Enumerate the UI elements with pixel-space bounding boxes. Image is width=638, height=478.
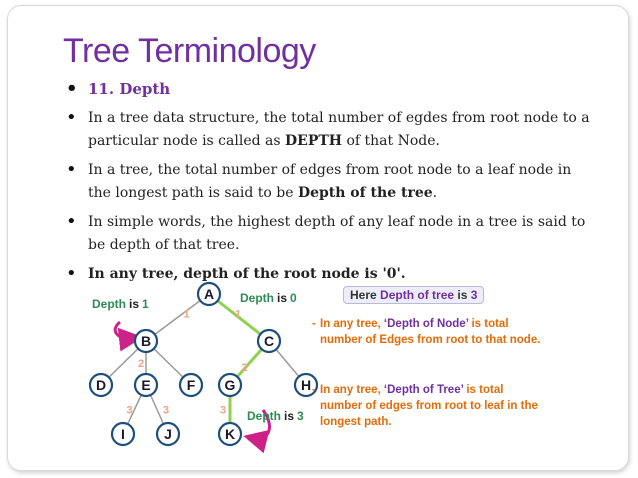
tree-node-e <box>135 374 157 396</box>
definition-post: is total number of edges from root to leaf in the longest path. <box>320 384 538 428</box>
definition-term: ‘Depth of Node’ <box>383 318 469 330</box>
tree-node-f <box>180 374 202 396</box>
edge-count-label: 1 <box>235 308 242 321</box>
depth-label-1: Depth is 1 <box>92 297 149 311</box>
bullet-dot-icon: • <box>66 107 77 128</box>
node-label: J <box>164 426 172 442</box>
bullet-bold: Depth of the tree <box>297 185 433 201</box>
node-label: H <box>300 377 312 393</box>
tree-figure <box>80 278 550 458</box>
bullet-text: In simple words, the highest depth of any leaf node in a tree is said to be depth of that tree. <box>88 214 586 253</box>
edge-count-label: 3 <box>163 404 170 417</box>
bullet-dot-icon: • <box>66 263 77 284</box>
node-label: C <box>263 333 275 349</box>
edge-count-label: 2 <box>241 362 248 374</box>
edge-count-label: 3 <box>220 404 227 417</box>
node-label: B <box>140 333 152 349</box>
tree-depth-note <box>343 286 484 304</box>
node-label: D <box>95 377 107 393</box>
tree-node-d <box>90 374 112 396</box>
note-highlight: Depth of tree <box>380 288 455 302</box>
definition-depth-of-node <box>312 316 545 348</box>
tree-node-i <box>112 423 134 445</box>
bullet-item <box>66 211 596 257</box>
edge-count-label: 2 <box>138 358 145 370</box>
bullet-text: In any tree, depth of the root node is '0'. <box>88 266 406 282</box>
tree-node-b <box>135 330 157 352</box>
definition-term: ‘Depth of Tree’ <box>383 384 464 396</box>
bullet-list <box>66 78 596 284</box>
bullet-dot-icon: • <box>66 159 77 180</box>
tree-node-a <box>198 283 220 305</box>
bullet-dot-icon: • <box>66 78 78 99</box>
bullet-text: In a tree, the total number of edges from root node to a leaf node in the longest path is said to be <box>88 162 572 201</box>
node-label: I <box>121 426 125 442</box>
bullet-text-after: of that Node. <box>342 133 440 149</box>
node-label: F <box>186 377 196 393</box>
bullet-text: In a tree data structure, the total number of egdes from root node to a particular node is called as <box>88 110 590 149</box>
heading-text: 11. Depth <box>88 80 171 98</box>
tree-node-g <box>219 374 241 396</box>
depth-label-3: Depth is 3 <box>247 409 304 423</box>
slide-title: Tree Terminology <box>63 32 316 70</box>
tree-node-c <box>258 330 280 352</box>
node-label: K <box>224 426 236 442</box>
note-is: is <box>454 288 471 302</box>
edge-count-label: 3 <box>126 404 133 417</box>
edge-count-label: 1 <box>183 308 190 321</box>
tree-node-k <box>219 423 241 445</box>
definition-pre: In any tree, <box>320 318 384 330</box>
node-label: A <box>203 286 215 302</box>
depth-arrow-icon <box>115 322 134 338</box>
depth-label-0: Depth is 0 <box>240 291 297 305</box>
note-prefix: Here <box>350 288 381 302</box>
definition-pre: In any tree, <box>320 384 384 396</box>
bullet-item <box>66 107 596 153</box>
bullet-heading <box>66 78 596 101</box>
bullet-item-clipped <box>66 263 596 284</box>
bullet-dot-icon: • <box>66 211 77 232</box>
definition-dash: - <box>312 318 316 330</box>
bullet-item <box>66 159 596 205</box>
note-value: 3 <box>470 288 478 302</box>
definition-dash: - <box>312 384 316 396</box>
tree-node-j <box>157 423 179 445</box>
node-label: E <box>141 377 151 393</box>
tree-diagram <box>80 278 550 458</box>
node-label: G <box>224 377 236 393</box>
definition-depth-of-tree <box>312 382 545 430</box>
definition-post: is total number of Edges from root to that node. <box>320 318 541 346</box>
bullet-bold: DEPTH <box>285 133 342 149</box>
bullet-text-after: . <box>432 185 438 201</box>
